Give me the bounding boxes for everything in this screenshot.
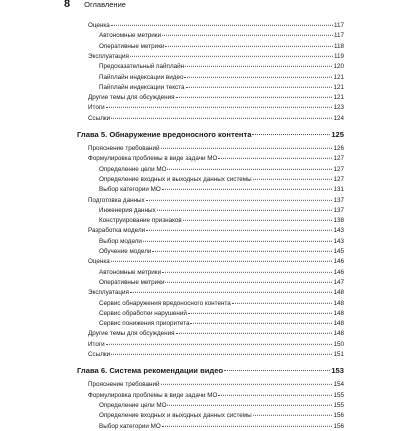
- toc-entry-page: 120: [333, 63, 344, 71]
- toc-entry-title: Выбор категории МО: [99, 422, 161, 430]
- toc-entry: [99, 43, 344, 51]
- dot-leader: [253, 179, 333, 180]
- dot-leader: [162, 271, 332, 272]
- toc-entry-page: 123: [333, 104, 344, 112]
- toc-entry-page: 143: [333, 227, 344, 235]
- toc-entry-page: 145: [333, 248, 344, 255]
- toc-entry: [88, 330, 344, 338]
- dot-leader: [111, 117, 332, 118]
- toc-entry-page: 121: [333, 83, 344, 91]
- toc-entry: [99, 402, 344, 410]
- toc-entry-page: 156: [333, 412, 344, 420]
- toc-entry: [88, 258, 344, 266]
- toc-entry: [99, 238, 344, 246]
- toc-entry-title: Оценка: [88, 258, 110, 266]
- toc-entry: [88, 381, 344, 389]
- toc-entry-title: Обучение модели: [99, 248, 152, 255]
- dot-leader: [162, 35, 333, 36]
- toc-entry-page: 148: [333, 309, 344, 317]
- toc-entry: [99, 248, 344, 256]
- toc-entry: [88, 94, 344, 102]
- toc-entry: [99, 310, 344, 318]
- dot-leader: [130, 56, 333, 57]
- toc-entry-page: 146: [333, 268, 344, 276]
- toc-entry-page: 131: [333, 186, 344, 194]
- toc-entry-title: Другие темы для обсуждения: [88, 94, 175, 102]
- toc-entry-title: Сервис обнаружения вредоносного контента: [99, 299, 231, 307]
- toc-entry-title: Прояснение требований: [88, 381, 160, 389]
- toc-entry-title: Определение цели МО: [99, 165, 167, 173]
- toc-entry: [99, 166, 344, 174]
- toc-entry-title: Формулировка проблемы в виде задачи МО: [88, 155, 218, 163]
- toc-entry-page: 126: [333, 145, 344, 152]
- dot-leader: [152, 251, 332, 252]
- dot-leader: [253, 415, 333, 416]
- dot-leader: [167, 168, 332, 169]
- toc-entry-page: 150: [333, 340, 344, 348]
- toc-entry: [88, 155, 344, 163]
- dot-leader: [218, 394, 332, 395]
- toc-entry-page: 153: [331, 366, 344, 376]
- toc-entry-title: Конструирование признаков: [99, 217, 182, 225]
- dot-leader: [111, 25, 333, 26]
- toc-entry-page: 138: [333, 217, 344, 225]
- dot-leader: [143, 240, 333, 241]
- toc-entry: [88, 289, 344, 297]
- dot-leader: [186, 87, 333, 88]
- toc-entry-page: 154: [333, 381, 344, 389]
- dot-leader: [111, 261, 333, 262]
- dot-leader: [111, 354, 332, 355]
- toc-entry: [99, 217, 344, 225]
- page-number: 8: [64, 0, 71, 10]
- toc-entry-title: Сервис обработки нарушений: [99, 309, 187, 317]
- toc-entry-page: 127: [333, 165, 344, 173]
- toc-entry-page: 155: [333, 391, 344, 399]
- toc-entry: [88, 392, 344, 400]
- toc-chapter-entry: [77, 130, 344, 140]
- toc-entry-page: 148: [333, 330, 344, 338]
- toc-entry-title: Оценка: [88, 22, 110, 29]
- toc-entry: [88, 115, 344, 123]
- page-header: [64, 0, 126, 10]
- dot-leader: [162, 189, 333, 190]
- dot-leader: [183, 220, 333, 221]
- toc-entry-title: Предсказательный пайплайн: [99, 63, 185, 71]
- toc-entry: [99, 74, 344, 82]
- dot-leader: [176, 333, 333, 334]
- dot-leader: [157, 210, 333, 211]
- dot-leader: [185, 66, 332, 67]
- toc-entry: [99, 84, 344, 92]
- toc-entry-title: Глава 5. Обнаружение вредоносного контента: [77, 130, 252, 139]
- toc-entry-title: Определение входных и выходных данных системы: [99, 175, 252, 183]
- toc-entry: [88, 341, 344, 349]
- toc-entry-title: Выбор модели: [99, 237, 142, 245]
- dot-leader: [130, 292, 333, 293]
- toc-entry: [88, 53, 344, 61]
- toc-entry-page: 146: [333, 258, 344, 266]
- toc-entry-title: Определение входных и выходных данных системы: [99, 412, 252, 420]
- toc-entry-title: Оперативные метрики: [99, 278, 165, 286]
- toc-entry-page: 148: [333, 320, 344, 328]
- toc-entry-page: 156: [333, 422, 344, 430]
- dot-leader: [167, 405, 332, 406]
- toc-entry-title: Глава 6. Система рекомендации видео: [77, 366, 224, 376]
- toc-entry-page: 124: [333, 114, 344, 122]
- toc-chapter-entry: [77, 366, 344, 376]
- toc-entry-title: Разработка модели: [88, 227, 146, 235]
- dot-leader: [190, 323, 332, 324]
- toc-entry-title: Другие темы для обсуждения: [88, 330, 175, 338]
- dot-leader: [146, 199, 333, 200]
- toc-entry-title: Пайплайн индексации видео: [99, 73, 184, 81]
- dot-leader: [161, 384, 333, 385]
- dot-leader: [176, 97, 333, 98]
- toc-entry-page: 127: [333, 155, 344, 163]
- dot-leader: [161, 148, 333, 149]
- toc-entry-page: 143: [333, 237, 344, 245]
- toc-entry-title: Подготовка данных: [88, 196, 145, 204]
- toc-entry-page: 137: [333, 206, 344, 214]
- toc-entry: [88, 22, 344, 30]
- dot-leader: [232, 302, 333, 303]
- dot-leader: [188, 313, 333, 314]
- toc-entry-page: 137: [333, 196, 344, 204]
- toc-entry-title: Инженерия данных: [99, 206, 156, 214]
- toc-entry-page: 121: [333, 73, 344, 81]
- toc-entry-title: Выбор категории МО: [99, 186, 161, 194]
- toc-entry-page: 148: [333, 289, 344, 297]
- dot-leader: [252, 134, 330, 135]
- toc-entry-page: 151: [333, 351, 344, 358]
- dot-leader: [224, 370, 330, 371]
- toc-entry-title: Эксплуатация: [88, 289, 129, 297]
- toc-entry: [99, 186, 344, 194]
- toc-entry-title: Автономные метрики: [99, 268, 162, 276]
- dot-leader: [146, 230, 332, 231]
- toc-entry-page: 119: [333, 52, 344, 60]
- toc-entry-title: Оперативные метрики: [99, 42, 165, 50]
- dot-leader: [106, 107, 333, 108]
- toc-entry: [99, 279, 344, 287]
- toc-entry-page: 127: [333, 175, 344, 183]
- running-title: Оглавление: [84, 0, 126, 9]
- toc-entry: [88, 351, 344, 359]
- dot-leader: [165, 45, 332, 46]
- toc-entry-page: 118: [333, 42, 344, 50]
- toc-entry-page: 155: [333, 401, 344, 409]
- toc-entry-title: Сервис понижения приоритета: [99, 320, 190, 328]
- toc-entry-title: Формулировка проблемы в виде задачи МО: [88, 391, 218, 399]
- toc-entry-title: Определение цели МО: [99, 401, 167, 409]
- toc-entry: [88, 104, 344, 112]
- toc-entry-title: Пайплайн индексации текста: [99, 83, 185, 91]
- toc-entry-page: 117: [333, 32, 344, 40]
- toc-entry-page: 125: [331, 130, 344, 139]
- toc-entry: [99, 423, 344, 431]
- toc-entry: [99, 300, 344, 308]
- toc-entry: [99, 176, 344, 184]
- toc-entry-title: Итоги: [88, 340, 105, 348]
- toc-entry-title: Прояснение требований: [88, 145, 160, 152]
- toc-entry-title: Ссылки: [88, 351, 111, 358]
- dot-leader: [165, 282, 332, 283]
- toc-entry-title: Итоги: [88, 104, 105, 112]
- toc-entry-title: Эксплуатация: [88, 52, 129, 60]
- toc-entry: [99, 63, 344, 71]
- toc-entry-page: 147: [333, 278, 344, 286]
- toc-entry: [88, 227, 344, 235]
- dot-leader: [162, 425, 333, 426]
- toc-entry-page: 148: [333, 299, 344, 307]
- toc-entry-page: 121: [333, 94, 344, 102]
- dot-leader: [218, 158, 332, 159]
- toc-entry: [99, 320, 344, 328]
- toc-entry: [99, 32, 344, 40]
- toc-entry-page: 117: [333, 22, 344, 29]
- toc-entry: [99, 269, 344, 277]
- toc-entry-title: Ссылки: [88, 114, 111, 122]
- toc-entry-title: Автономные метрики: [99, 32, 162, 40]
- toc-entry: [99, 412, 344, 420]
- toc-entry: [99, 207, 344, 215]
- toc-entry: [88, 197, 344, 205]
- toc-entry: [88, 145, 344, 153]
- dot-leader: [106, 343, 333, 344]
- dot-leader: [184, 76, 332, 77]
